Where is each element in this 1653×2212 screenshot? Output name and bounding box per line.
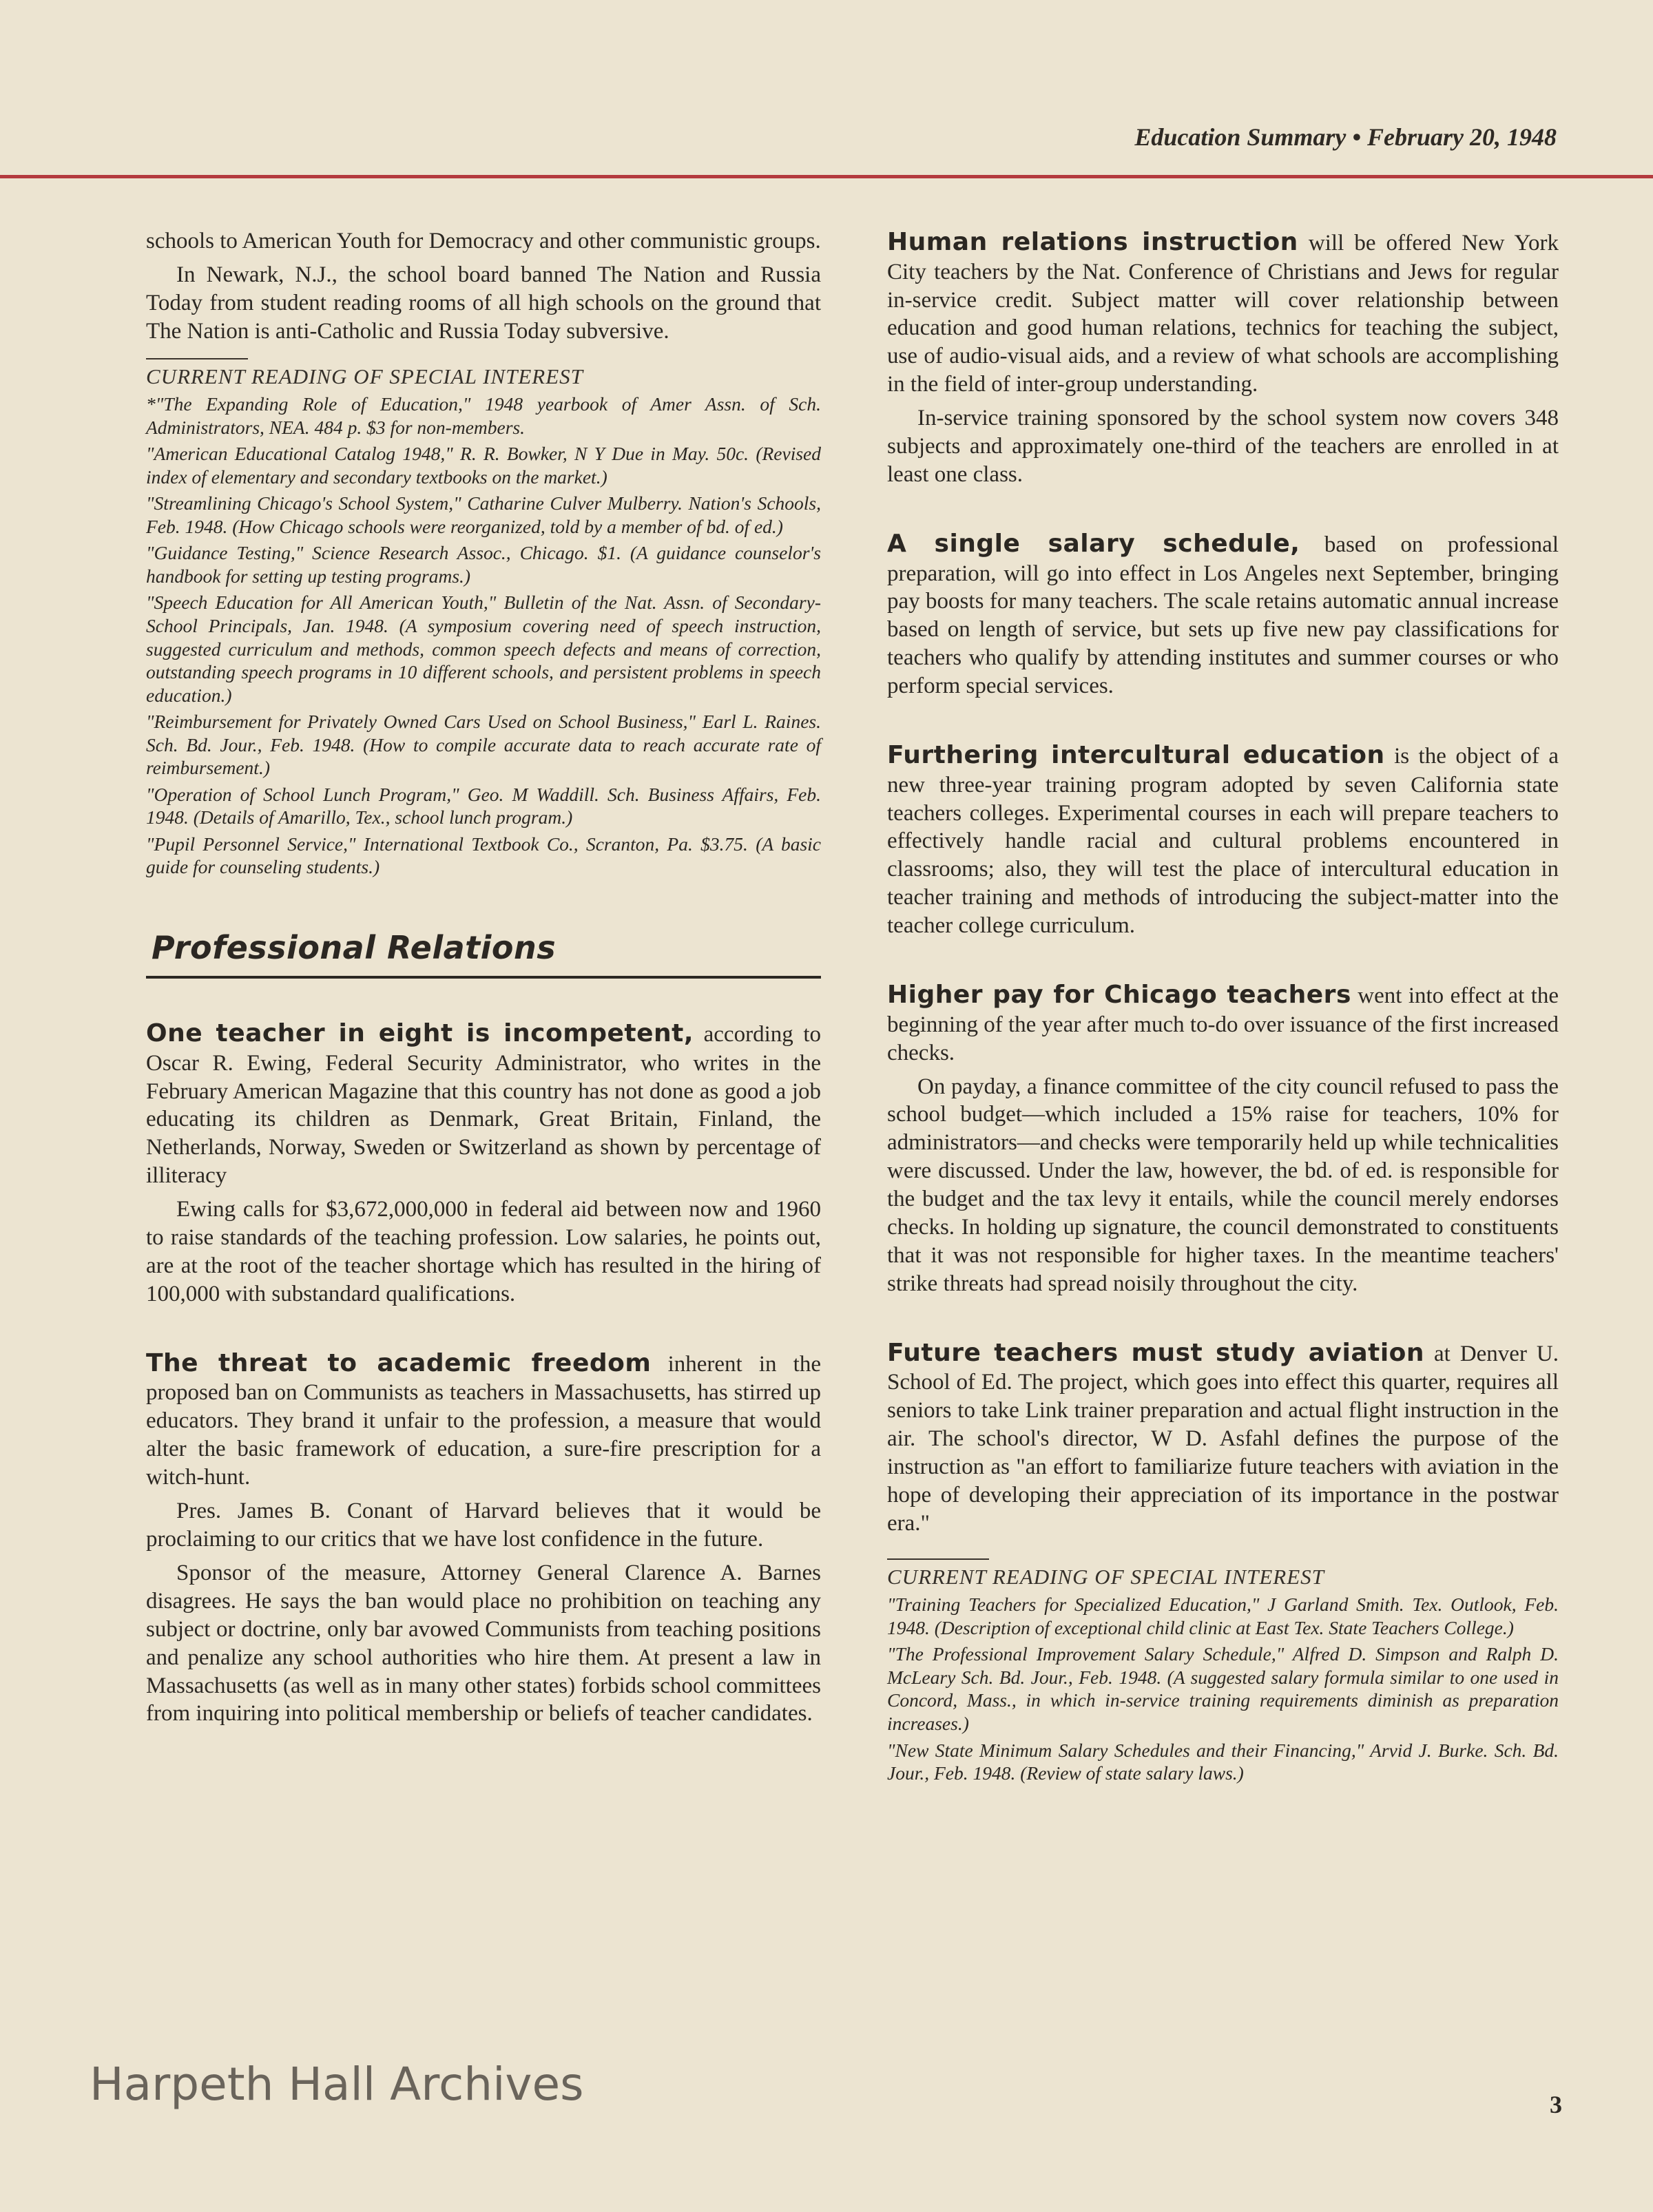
- reading-item: "New State Minimum Salary Schedules and their Financing," Arvid J. Burke. Sch. Bd. Jour., Feb. 1948. (Review of state salary laws.): [887, 1739, 1559, 1784]
- article: [887, 740, 1559, 940]
- article: [887, 980, 1559, 1298]
- article-lead: Future teachers must study aviation: [887, 1338, 1425, 1367]
- header-rule: [0, 175, 1653, 178]
- article: [887, 227, 1559, 489]
- intro-paragraph: In Newark, N.J., the school board banned The Nation and Russia Today from student reading rooms of all high schools on the ground that The Nation is anti-Catholic and Russia Today subversive.: [146, 262, 821, 344]
- article-paragraph: In-service training sponsored by the school system now covers 348 subjects and approximately one-third of the teachers are enrolled in at least one class.: [887, 406, 1559, 487]
- archive-watermark: Harpeth Hall Archives: [90, 2058, 584, 2111]
- article: [887, 1338, 1559, 1538]
- reading-item: "Training Teachers for Specialized Education," J Garland Smith. Tex. Outlook, Feb. 1948. (Description of exceptional child clinic at East Tex. State Teachers College.): [887, 1594, 1559, 1638]
- article: [146, 1019, 821, 1308]
- section-rule: [146, 976, 821, 979]
- header-text: Education Summary • February 20, 1948: [1134, 123, 1557, 151]
- small-rule: [146, 358, 248, 359]
- reading-item: "The Professional Improvement Salary Schedule," Alfred D. Simpson and Ralph D. McLeary Sch. Bd. Jour., Feb. 1948. (A suggested salary formula similar to one used in Concord, Mass., in which in-service training requirements diminish as preparation increases.): [887, 1643, 1559, 1735]
- reading-list-right: [887, 1558, 1559, 1785]
- reading-item: "Speech Education for All American Youth," Bulletin of the Nat. Assn. of Secondary-School Principals, Jan. 1948. (A symposium covering need of speech instruction, suggested curriculum and methods, common speech defects and means of correction, outstanding speech programs in 10 different schools, and persistent problems in speech education.): [146, 592, 821, 706]
- article-lead: The threat to academic freedom: [146, 1348, 652, 1377]
- reading-list-left: [146, 358, 821, 879]
- reading-item: "Guidance Testing," Science Research Assoc., Chicago. $1. (A guidance counselor's handbook for setting up testing programs.): [146, 542, 821, 587]
- article-body: according to Oscar R. Ewing, Federal Security Administrator, who writes in the February American Magazine that this country has not done as good a job educating its children as Denmark, Great Britain, Finland, the Netherlands, Norway, Sweden or Switzerland as shown by percentage of illiteracy: [146, 1022, 821, 1189]
- article-body: went into effect at the beginning of the year after much to-do over issuance of the first increased checks.: [887, 983, 1559, 1065]
- page-number: 3: [1550, 2091, 1562, 2118]
- article: [887, 529, 1559, 700]
- reading-item: "Pupil Personnel Service," International Textbook Co., Scranton, Pa. $3.75. (A basic guide for counseling students.): [146, 833, 821, 878]
- reading-item: "Reimbursement for Privately Owned Cars Used on School Business," Earl L. Raines. Sch. Bd. Jour., Feb. 1948. (How to compile accurate data to reach accurate rate of reimbursement.): [146, 711, 821, 779]
- article-body: at Denver U. School of Ed. The project, which goes into effect this quarter, requires all seniors to take Link trainer preparation and actual flight instruction in the air. The school's director, W D. Asfahl defines the purpose of the instruction as "an effort to familiarize future teachers with aviation in the hope of developing their appreciation of its importance in the postwar era.": [887, 1341, 1559, 1536]
- reading-heading: CURRENT READING OF SPECIAL INTEREST: [146, 364, 583, 388]
- small-rule: [887, 1558, 989, 1560]
- article-paragraph: Ewing calls for $3,672,000,000 in federal aid between now and 1960 to raise standards of the teaching profession. Low salaries, he points out, are at the root of the teacher shortage which has resulted in the hiring of 100,000 with substandard qualifications.: [146, 1197, 821, 1306]
- article-body: will be offered New York City teachers by the Nat. Conference of Christians and Jews for regular in-service credit. Subject matter will cover relationship between education and good human relations, technics for teaching the subject, use of audio-visual aids, and a review of what schools are accomplishing in the field of inter-group understanding.: [887, 231, 1559, 397]
- article-body: inherent in the proposed ban on Communists as teachers in Massachusetts, has stirred up educators. They brand it unfair to the profession, a measure that would alter the basic framework of education, a sure-fire prescription for a witch-hunt.: [146, 1351, 821, 1490]
- article-lead: Human relations instruction: [887, 228, 1298, 256]
- article-body: based on professional preparation, will go into effect in Los Angeles next September, bringing pay boosts for many teachers. The scale retains automatic annual increase based on length of service, but sets up five new pay classifications for teachers who qualify by attending institutes and summer courses or who perform special services.: [887, 532, 1559, 699]
- reading-heading: CURRENT READING OF SPECIAL INTEREST: [887, 1564, 1324, 1589]
- article-lead: One teacher in eight is incompetent,: [146, 1019, 694, 1048]
- reading-item: "Operation of School Lunch Program," Geo. M Waddill. Sch. Business Affairs, Feb. 1948. (Details of Amarillo, Tex., school lunch program.): [146, 783, 821, 828]
- article-lead: Higher pay for Chicago teachers: [887, 981, 1351, 1010]
- article-paragraph: Pres. James B. Conant of Harvard believes that it would be proclaiming to our critics that we have lost confidence in the future.: [146, 1499, 821, 1552]
- article-paragraph: Sponsor of the measure, Attorney General Clarence A. Barnes disagrees. He says the ban would place no prohibition on teaching any subject or doctrine, only bar avowed Communists from teaching positions and penalize any school authorities who hire them. At present a law in Massachusetts (as well as in many other states) forbids school committees from inquiring into political membership or beliefs of teacher candidates.: [146, 1560, 821, 1726]
- article: [146, 1348, 821, 1729]
- reading-item: *"The Expanding Role of Education," 1948 yearbook of Amer Assn. of Sch. Administrators, NEA. 484 p. $3 for non-members.: [146, 393, 821, 438]
- article-lead: A single salary schedule,: [887, 529, 1300, 558]
- right-column: [887, 227, 1559, 1788]
- article-body: is the object of a new three-year training program adopted by seven California state teachers colleges. Experimental courses in each will prepare teachers to effectively handle racial and cultural problems encountered in classrooms; also, they will test the place of intercultural education in teacher training and methods of introducing the subject-matter into the teacher college curriculum.: [887, 744, 1559, 939]
- article-lead: Furthering intercultural education: [887, 741, 1385, 770]
- reading-item: "Streamlining Chicago's School System," Catharine Culver Mulberry. Nation's Schools, Feb. 1948. (How Chicago schools were reorganized, told by a member of bd. of ed.): [146, 492, 821, 537]
- article-paragraph: On payday, a finance committee of the city council refused to pass the school budget—which included a 15% raise for teachers, 10% for administrators—and checks were temporarily held up while technicalities were discussed. Under the law, however, the bd. of ed. is responsible for the budget and the tax levy it entails, while the council merely endorses checks. In holding up signature, the council demonstrated to constituents that it was not responsible for higher taxes. In the meantime teachers' strike threats had spread noisily throughout the city.: [887, 1074, 1559, 1296]
- intro-paragraph: schools to American Youth for Democracy and other communistic groups.: [146, 229, 821, 253]
- reading-item: "American Educational Catalog 1948," R. R. Bowker, N Y Due in May. 50c. (Revised index of elementary and secondary textbooks on the market.): [146, 443, 821, 488]
- left-column: [146, 227, 821, 1768]
- section-title: Professional Relations: [152, 929, 557, 966]
